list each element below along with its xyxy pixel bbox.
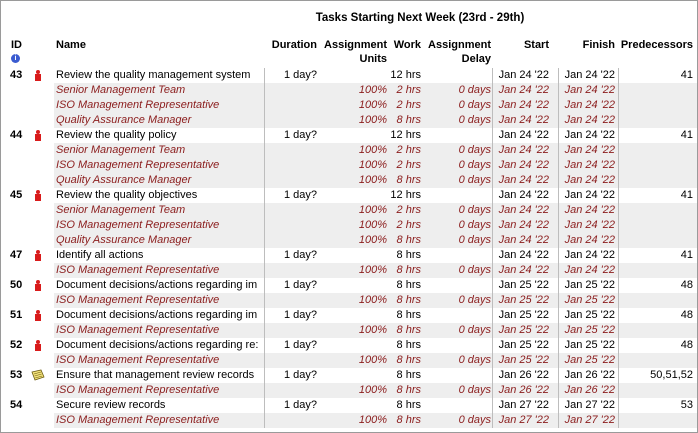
column-divider bbox=[264, 293, 265, 308]
cell-finish: Jan 25 '22 bbox=[564, 324, 615, 336]
cell-predecessors: 53 bbox=[680, 399, 693, 411]
cell-assignment-units: 100% bbox=[358, 384, 387, 396]
column-divider bbox=[492, 263, 493, 278]
cell-name: Review the quality management system bbox=[56, 69, 251, 81]
cell-assignment-units: 100% bbox=[358, 294, 387, 306]
cell-finish: Jan 24 '22 bbox=[564, 204, 615, 216]
cell-assignment-units: 100% bbox=[358, 219, 387, 231]
cell-id: 43 bbox=[10, 69, 23, 81]
column-divider bbox=[492, 338, 493, 353]
cell-assignment-units: 100% bbox=[358, 414, 387, 426]
cell-assignment-units: 100% bbox=[358, 204, 387, 216]
cell-finish: Jan 25 '22 bbox=[564, 294, 615, 306]
cell-name: ISO Management Representative bbox=[56, 219, 220, 231]
person-icon bbox=[34, 130, 42, 142]
cell-assignment-units: 100% bbox=[358, 159, 387, 171]
column-divider bbox=[618, 98, 619, 113]
cell-assignment-delay: 0 days bbox=[458, 204, 491, 216]
cell-assignment-units: 100% bbox=[358, 84, 387, 96]
column-divider bbox=[558, 308, 559, 323]
cell-work: 12 hrs bbox=[390, 189, 421, 201]
cell-predecessors: 48 bbox=[680, 279, 693, 291]
col-header-start[interactable]: Start bbox=[523, 39, 549, 51]
cell-name: ISO Management Representative bbox=[56, 159, 220, 171]
cell-assignment-delay: 0 days bbox=[458, 114, 491, 126]
column-divider bbox=[618, 413, 619, 428]
column-divider bbox=[492, 83, 493, 98]
cell-name: Document decisions/actions regarding im bbox=[56, 309, 258, 321]
column-divider bbox=[492, 413, 493, 428]
person-icon bbox=[34, 340, 42, 352]
cell-assignment-delay: 0 days bbox=[458, 264, 491, 276]
col-header-finish[interactable]: Finish bbox=[582, 39, 615, 51]
column-divider bbox=[558, 368, 559, 383]
column-divider bbox=[618, 263, 619, 278]
cell-assignment-delay bbox=[425, 68, 491, 83]
cell-finish: Jan 24 '22 bbox=[564, 99, 615, 111]
cell-work: 2 hrs bbox=[396, 99, 421, 111]
column-divider bbox=[618, 293, 619, 308]
column-divider bbox=[618, 143, 619, 158]
cell-start: Jan 25 '22 bbox=[498, 354, 549, 366]
cell-duration: 1 day? bbox=[283, 189, 317, 201]
cell-name: ISO Management Representative bbox=[56, 384, 220, 396]
cell-assignment-delay bbox=[425, 308, 491, 323]
column-divider bbox=[264, 413, 265, 428]
cell-work: 8 hrs bbox=[396, 384, 421, 396]
cell-name: ISO Management Representative bbox=[56, 324, 220, 336]
cell-name: Identify all actions bbox=[56, 249, 144, 261]
cell-name: Quality Assurance Manager bbox=[56, 234, 192, 246]
cell-assignment-delay bbox=[425, 188, 491, 203]
column-divider bbox=[264, 233, 265, 248]
column-divider bbox=[492, 383, 493, 398]
column-divider bbox=[264, 98, 265, 113]
cell-assignment-units: 100% bbox=[358, 174, 387, 186]
cell-work: 8 hrs bbox=[396, 114, 421, 126]
cell-predecessors: 48 bbox=[680, 309, 693, 321]
cell-work: 12 hrs bbox=[390, 129, 421, 141]
column-divider bbox=[558, 68, 559, 83]
column-divider bbox=[558, 143, 559, 158]
cell-name: ISO Management Representative bbox=[56, 99, 220, 111]
assignment-row[interactable] bbox=[1, 113, 698, 128]
cell-work: 8 hrs bbox=[396, 174, 421, 186]
cell-start: Jan 25 '22 bbox=[498, 324, 549, 336]
column-divider bbox=[492, 188, 493, 203]
column-divider bbox=[264, 83, 265, 98]
column-divider bbox=[618, 353, 619, 368]
cell-assignment-delay: 0 days bbox=[458, 234, 491, 246]
cell-finish: Jan 24 '22 bbox=[564, 189, 615, 201]
cell-finish: Jan 25 '22 bbox=[564, 354, 615, 366]
cell-id: 44 bbox=[10, 129, 23, 141]
task-row[interactable] bbox=[1, 188, 698, 203]
cell-assignment-delay: 0 days bbox=[458, 219, 491, 231]
cell-assignment-delay bbox=[425, 248, 491, 263]
info-icon: i bbox=[11, 54, 20, 63]
cell-name: Quality Assurance Manager bbox=[56, 174, 192, 186]
cell-id: 51 bbox=[10, 309, 23, 321]
column-divider bbox=[492, 68, 493, 83]
cell-assignment-delay bbox=[425, 398, 491, 413]
cell-work: 8 hrs bbox=[396, 354, 421, 366]
cell-work: 8 hrs bbox=[396, 339, 421, 351]
cell-duration: 1 day? bbox=[283, 129, 317, 141]
column-divider bbox=[492, 368, 493, 383]
cell-finish: Jan 27 '22 bbox=[564, 399, 615, 411]
cell-name: ISO Management Representative bbox=[56, 354, 220, 366]
column-divider bbox=[558, 293, 559, 308]
task-row[interactable] bbox=[1, 338, 698, 353]
cell-start: Jan 24 '22 bbox=[498, 159, 549, 171]
column-divider bbox=[558, 203, 559, 218]
cell-duration: 1 day? bbox=[283, 249, 317, 261]
cell-name: Review the quality policy bbox=[56, 129, 177, 141]
col-header-name[interactable]: Name bbox=[56, 39, 86, 51]
cell-start: Jan 24 '22 bbox=[498, 234, 549, 246]
cell-predecessors: 41 bbox=[680, 189, 693, 201]
cell-work: 8 hrs bbox=[396, 414, 421, 426]
cell-name: ISO Management Representative bbox=[56, 414, 220, 426]
task-row[interactable] bbox=[1, 68, 698, 83]
cell-finish: Jan 24 '22 bbox=[564, 84, 615, 96]
cell-name: Document decisions/actions regarding re: bbox=[56, 339, 259, 351]
column-divider bbox=[558, 158, 559, 173]
col-header-predecessors[interactable]: Predecessors bbox=[620, 39, 693, 51]
assignment-row[interactable] bbox=[1, 263, 698, 278]
col-header-duration[interactable]: Duration bbox=[271, 39, 317, 51]
cell-start: Jan 25 '22 bbox=[498, 339, 549, 351]
column-divider bbox=[264, 323, 265, 338]
column-divider bbox=[492, 128, 493, 143]
cell-duration: 1 day? bbox=[283, 69, 317, 81]
cell-assignment-delay bbox=[425, 338, 491, 353]
assignment-row[interactable] bbox=[1, 293, 698, 308]
assignment-row[interactable] bbox=[1, 413, 698, 428]
cell-predecessors: 41 bbox=[680, 249, 693, 261]
cell-name: Ensure that management review records bbox=[56, 369, 255, 381]
cell-assignment-delay: 0 days bbox=[458, 384, 491, 396]
cell-assignment-delay bbox=[425, 278, 491, 293]
cell-predecessors: 41 bbox=[680, 129, 693, 141]
col-header-id[interactable]: ID bbox=[11, 39, 22, 51]
column-divider bbox=[558, 338, 559, 353]
cell-finish: Jan 24 '22 bbox=[564, 114, 615, 126]
cell-assignment-units bbox=[321, 278, 387, 293]
cell-duration: 1 day? bbox=[283, 369, 317, 381]
cell-start: Jan 24 '22 bbox=[498, 99, 549, 111]
cell-finish: Jan 24 '22 bbox=[564, 249, 615, 261]
cell-finish: Jan 27 '22 bbox=[564, 414, 615, 426]
cell-start: Jan 24 '22 bbox=[498, 264, 549, 276]
cell-id: 54 bbox=[10, 399, 23, 411]
column-divider bbox=[492, 98, 493, 113]
cell-start: Jan 24 '22 bbox=[498, 174, 549, 186]
cell-finish: Jan 24 '22 bbox=[564, 219, 615, 231]
cell-id: 50 bbox=[10, 279, 23, 291]
cell-assignment-delay: 0 days bbox=[458, 324, 491, 336]
cell-work: 2 hrs bbox=[396, 159, 421, 171]
cell-assignment-delay: 0 days bbox=[458, 294, 491, 306]
column-divider bbox=[558, 233, 559, 248]
cell-assignment-delay: 0 days bbox=[458, 144, 491, 156]
cell-assignment-units bbox=[321, 398, 387, 413]
cell-work: 8 hrs bbox=[396, 264, 421, 276]
cell-start: Jan 24 '22 bbox=[498, 219, 549, 231]
cell-start: Jan 25 '22 bbox=[498, 309, 549, 321]
task-row[interactable] bbox=[1, 368, 698, 383]
column-divider bbox=[558, 128, 559, 143]
cell-name: Review the quality objectives bbox=[56, 189, 198, 201]
column-divider bbox=[558, 323, 559, 338]
cell-start: Jan 26 '22 bbox=[498, 369, 549, 381]
assignment-row[interactable] bbox=[1, 158, 698, 173]
cell-predecessors: 41 bbox=[680, 69, 693, 81]
cell-finish: Jan 24 '22 bbox=[564, 144, 615, 156]
column-divider bbox=[492, 293, 493, 308]
cell-duration: 1 day? bbox=[283, 309, 317, 321]
person-icon bbox=[34, 70, 42, 82]
cell-work: 8 hrs bbox=[396, 399, 421, 411]
column-header-row bbox=[1, 38, 698, 68]
cell-work: 12 hrs bbox=[390, 69, 421, 81]
assignment-row[interactable] bbox=[1, 203, 698, 218]
assignment-row[interactable] bbox=[1, 383, 698, 398]
cell-assignment-delay bbox=[425, 128, 491, 143]
column-divider bbox=[492, 233, 493, 248]
cell-work: 8 hrs bbox=[396, 234, 421, 246]
column-divider bbox=[264, 203, 265, 218]
cell-work: 2 hrs bbox=[396, 219, 421, 231]
assignment-row[interactable] bbox=[1, 218, 698, 233]
column-divider bbox=[492, 278, 493, 293]
column-divider bbox=[558, 248, 559, 263]
cell-name: Document decisions/actions regarding im bbox=[56, 279, 258, 291]
column-divider bbox=[492, 113, 493, 128]
cell-finish: Jan 25 '22 bbox=[564, 309, 615, 321]
cell-duration: 1 day? bbox=[283, 399, 317, 411]
column-divider bbox=[558, 218, 559, 233]
cell-predecessors: 48 bbox=[680, 339, 693, 351]
cell-duration: 1 day? bbox=[283, 339, 317, 351]
column-divider bbox=[558, 173, 559, 188]
task-row[interactable] bbox=[1, 248, 698, 263]
col-header-assignment-delay-line1: Assignment bbox=[428, 39, 491, 51]
assignment-row[interactable] bbox=[1, 233, 698, 248]
cell-finish: Jan 24 '22 bbox=[564, 69, 615, 81]
task-row[interactable] bbox=[1, 398, 698, 413]
cell-assignment-units bbox=[321, 308, 387, 323]
cell-id: 47 bbox=[10, 249, 23, 261]
column-divider bbox=[492, 203, 493, 218]
column-divider bbox=[492, 218, 493, 233]
column-divider bbox=[558, 413, 559, 428]
column-divider bbox=[618, 113, 619, 128]
column-divider bbox=[492, 308, 493, 323]
cell-name: Senior Management Team bbox=[56, 84, 186, 96]
cell-predecessors: 50,51,52 bbox=[650, 369, 693, 381]
column-divider bbox=[558, 383, 559, 398]
cell-finish: Jan 24 '22 bbox=[564, 129, 615, 141]
cell-start: Jan 24 '22 bbox=[498, 144, 549, 156]
column-divider bbox=[492, 248, 493, 263]
cell-work: 8 hrs bbox=[396, 294, 421, 306]
cell-work: 8 hrs bbox=[396, 279, 421, 291]
assignment-row[interactable] bbox=[1, 143, 698, 158]
col-header-assignment-units-line2: Units bbox=[359, 53, 387, 65]
cell-start: Jan 27 '22 bbox=[498, 414, 549, 426]
cell-assignment-delay: 0 days bbox=[458, 159, 491, 171]
assignment-row[interactable] bbox=[1, 323, 698, 338]
cell-start: Jan 24 '22 bbox=[498, 84, 549, 96]
task-row[interactable] bbox=[1, 278, 698, 293]
column-divider bbox=[558, 278, 559, 293]
cell-finish: Jan 26 '22 bbox=[564, 384, 615, 396]
column-divider bbox=[558, 353, 559, 368]
column-divider bbox=[558, 113, 559, 128]
cell-assignment-delay bbox=[425, 368, 491, 383]
column-divider bbox=[618, 158, 619, 173]
column-divider bbox=[492, 323, 493, 338]
note-icon bbox=[31, 369, 45, 381]
column-divider bbox=[558, 83, 559, 98]
cell-assignment-units: 100% bbox=[358, 264, 387, 276]
column-divider bbox=[618, 203, 619, 218]
assignment-row[interactable] bbox=[1, 353, 698, 368]
column-divider bbox=[492, 143, 493, 158]
cell-assignment-delay: 0 days bbox=[458, 174, 491, 186]
column-divider bbox=[264, 173, 265, 188]
cell-name: Senior Management Team bbox=[56, 144, 186, 156]
column-divider bbox=[618, 173, 619, 188]
cell-assignment-units: 100% bbox=[358, 114, 387, 126]
column-divider bbox=[492, 158, 493, 173]
cell-finish: Jan 25 '22 bbox=[564, 339, 615, 351]
cell-assignment-units bbox=[321, 368, 387, 383]
col-header-assignment-delay[interactable] bbox=[425, 38, 491, 66]
column-divider bbox=[618, 233, 619, 248]
cell-start: Jan 24 '22 bbox=[498, 249, 549, 261]
person-icon bbox=[34, 280, 42, 292]
cell-assignment-units bbox=[321, 338, 387, 353]
cell-work: 2 hrs bbox=[396, 144, 421, 156]
column-divider bbox=[264, 383, 265, 398]
cell-assignment-delay: 0 days bbox=[458, 354, 491, 366]
cell-work: 8 hrs bbox=[396, 309, 421, 321]
cell-name: Secure review records bbox=[56, 399, 166, 411]
column-divider bbox=[492, 353, 493, 368]
cell-start: Jan 24 '22 bbox=[498, 204, 549, 216]
cell-finish: Jan 24 '22 bbox=[564, 174, 615, 186]
cell-assignment-delay: 0 days bbox=[458, 99, 491, 111]
column-divider bbox=[558, 263, 559, 278]
cell-start: Jan 24 '22 bbox=[498, 189, 549, 201]
cell-assignment-units bbox=[321, 188, 387, 203]
col-header-assignment-units[interactable] bbox=[321, 38, 387, 66]
person-icon bbox=[34, 250, 42, 262]
column-divider bbox=[264, 218, 265, 233]
column-divider bbox=[264, 263, 265, 278]
column-divider bbox=[492, 398, 493, 413]
cell-assignment-units: 100% bbox=[358, 144, 387, 156]
cell-assignment-units bbox=[321, 128, 387, 143]
column-divider bbox=[558, 98, 559, 113]
cell-assignment-units: 100% bbox=[358, 354, 387, 366]
cell-finish: Jan 24 '22 bbox=[564, 159, 615, 171]
cell-start: Jan 25 '22 bbox=[498, 279, 549, 291]
column-divider bbox=[558, 188, 559, 203]
assignment-row[interactable] bbox=[1, 173, 698, 188]
cell-id: 52 bbox=[10, 339, 23, 351]
column-divider bbox=[618, 83, 619, 98]
cell-finish: Jan 24 '22 bbox=[564, 234, 615, 246]
cell-work: 8 hrs bbox=[396, 324, 421, 336]
cell-assignment-delay: 0 days bbox=[458, 84, 491, 96]
cell-name: ISO Management Representative bbox=[56, 264, 220, 276]
cell-assignment-units: 100% bbox=[358, 234, 387, 246]
person-icon bbox=[34, 190, 42, 202]
cell-id: 45 bbox=[10, 189, 23, 201]
column-divider bbox=[264, 158, 265, 173]
cell-id: 53 bbox=[10, 369, 23, 381]
column-divider bbox=[264, 113, 265, 128]
cell-assignment-units: 100% bbox=[358, 324, 387, 336]
cell-assignment-units bbox=[321, 68, 387, 83]
cell-name: ISO Management Representative bbox=[56, 294, 220, 306]
column-divider bbox=[618, 383, 619, 398]
cell-name: Senior Management Team bbox=[56, 204, 186, 216]
cell-duration: 1 day? bbox=[283, 279, 317, 291]
assignment-row[interactable] bbox=[1, 83, 698, 98]
cell-start: Jan 25 '22 bbox=[498, 294, 549, 306]
column-divider bbox=[618, 218, 619, 233]
column-divider bbox=[264, 143, 265, 158]
assignment-row[interactable] bbox=[1, 98, 698, 113]
cell-finish: Jan 24 '22 bbox=[564, 264, 615, 276]
cell-work: 2 hrs bbox=[396, 204, 421, 216]
col-header-work[interactable]: Work bbox=[393, 39, 421, 51]
cell-name: Quality Assurance Manager bbox=[56, 114, 192, 126]
cell-start: Jan 26 '22 bbox=[498, 384, 549, 396]
cell-start: Jan 24 '22 bbox=[498, 114, 549, 126]
person-icon bbox=[34, 310, 42, 322]
column-divider bbox=[558, 398, 559, 413]
column-divider bbox=[264, 353, 265, 368]
cell-start: Jan 24 '22 bbox=[498, 69, 549, 81]
cell-start: Jan 27 '22 bbox=[498, 399, 549, 411]
column-divider bbox=[618, 323, 619, 338]
col-header-assignment-delay-line2: Delay bbox=[461, 53, 491, 65]
cell-work: 8 hrs bbox=[396, 249, 421, 261]
cell-assignment-units bbox=[321, 248, 387, 263]
task-row[interactable] bbox=[1, 128, 698, 143]
cell-finish: Jan 26 '22 bbox=[564, 369, 615, 381]
cell-finish: Jan 25 '22 bbox=[564, 279, 615, 291]
cell-work: 2 hrs bbox=[396, 84, 421, 96]
report-title: Tasks Starting Next Week (23rd - 29th) bbox=[315, 12, 525, 24]
cell-work: 8 hrs bbox=[396, 369, 421, 381]
task-row[interactable] bbox=[1, 308, 698, 323]
cell-start: Jan 24 '22 bbox=[498, 129, 549, 141]
col-header-assignment-units-line1: Assignment bbox=[324, 39, 387, 51]
cell-assignment-delay: 0 days bbox=[458, 414, 491, 426]
column-divider bbox=[492, 173, 493, 188]
cell-assignment-units: 100% bbox=[358, 99, 387, 111]
